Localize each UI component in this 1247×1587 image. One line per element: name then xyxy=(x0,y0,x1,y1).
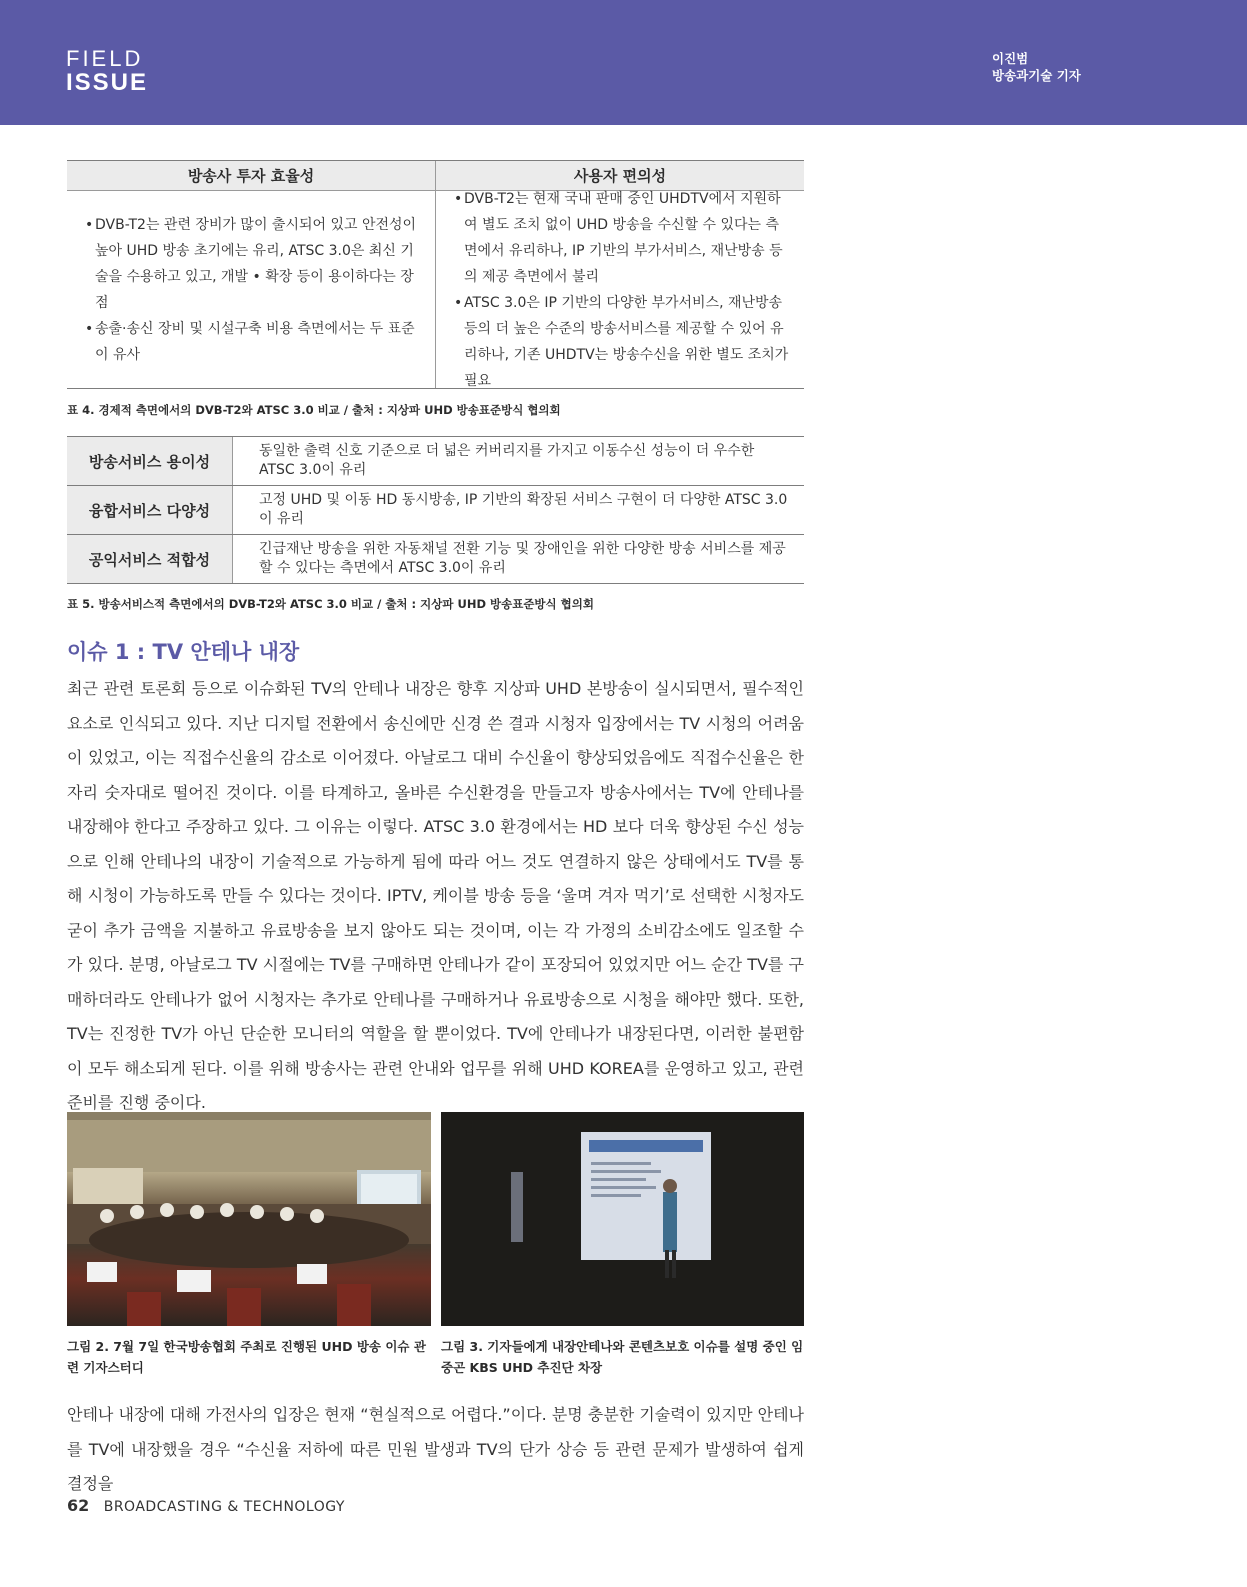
table-row xyxy=(67,437,804,486)
author-byline xyxy=(992,50,1081,84)
table4-caption: 표 4. 경제적 측면에서의 DVB-T2와 ATSC 3.0 비교 / 출처 : 지상파 UHD 방송표준방식 협의회 xyxy=(67,403,561,417)
row-value: 동일한 출력 신호 기준으로 더 넓은 커버리지를 가지고 이동수신 성능이 더 우수한 ATSC 3.0이 유리 xyxy=(259,443,755,478)
figure3-caption: 그림 3. 기자들에게 내장안테나와 콘텐츠보호 이슈를 설명 중인 임중곤 KBS UHD 추진단 차장 xyxy=(441,1339,804,1375)
column-header-investment: 방송사 투자 효율성 xyxy=(67,161,436,190)
section-logo xyxy=(66,48,148,95)
row-label: 융합서비스 다양성 xyxy=(67,486,233,534)
header-band xyxy=(0,0,1247,125)
table-cell-investment xyxy=(67,191,436,388)
list-item: • DVB-T2는 현재 국내 판매 중인 UHDTV에서 지원하여 별도 조치 없이 UHD 방송을 수신할 수 있다는 측면에서 유리하나, IP 기반의 부가서비스, 재난방송 등의 제공 측면에서 불리 xyxy=(454,190,783,285)
table5-caption: 표 5. 방송서비스적 측면에서의 DVB-T2와 ATSC 3.0 비교 / 출처 : 지상파 UHD 방송표준방식 협의회 xyxy=(67,597,594,611)
row-label: 공익서비스 적합성 xyxy=(67,535,233,583)
table-service-comparison xyxy=(67,436,804,584)
list-item: • 송출·송신 장비 및 시설구축 비용 측면에서는 두 표준이 유사 xyxy=(85,320,415,363)
page-footer xyxy=(67,1496,345,1515)
table-economic-comparison xyxy=(67,160,804,389)
logo-line-issue: ISSUE xyxy=(66,69,149,96)
logo-line-field: FIELD xyxy=(66,46,144,71)
row-label: 방송서비스 용이성 xyxy=(67,437,233,485)
list-item: • DVB-T2는 관련 장비가 많이 출시되어 있고 안전성이 높아 UHD 방송 초기에는 유리, ATSC 3.0은 최신 기술을 수용하고 있고, 개발 • 확장 등이 용이하다는 장점 xyxy=(85,216,417,311)
author-name: 이진범 xyxy=(992,51,1029,66)
publication-name: BROADCASTING & TECHNOLOGY xyxy=(103,1499,345,1515)
table-row xyxy=(67,535,804,584)
section-heading: 이슈 1 : TV 안테나 내장 xyxy=(67,640,300,664)
author-role: 방송과기술 기자 xyxy=(992,68,1081,83)
body-paragraph: 최근 관련 토론회 등으로 이슈화된 TV의 안테나 내장은 향후 지상파 UHD 본방송이 실시되면서, 필수적인 요소로 인식되고 있다. 지난 디지털 전환에서 송신에만 신경 쓴 결과 시청자 입장에서는 TV 시청의 어려움이 있었고, 이는 직접수신율의 감소로 이어졌다. 아날로그 대비 수신율이 향상되었음에도 직접수신율은 한 자리 숫자대로 떨어진 것이다. 이를 타계하고, 올바른 수신환경을 만들고자 방송사에서는 TV에 안테나를 내장해야 한다고 주장하고 있다. 그 이유는 이렇다. ATSC 3.0 환경에서는 HD 보다 더욱 향상된 수신 성능으로 인해 안테나의 내장이 기술적으로 가능하게 됨에 따라 어느 것도 연결하지 않은 상태에서도 TV를 통해 시청이 가능하도록 만들 수 있다는 것이다. IPTV, 케이블 방송 등을 ‘울며 겨자 먹기’로 선택한 시청자도 굳이 추가 금액을 지불하고 유료방송을 보지 않아도 되는 것이며, 이는 각 가정의 소비감소에도 일조할 수가 있다. 분명, 아날로그 TV 시절에는 TV를 구매하면 안테나가 같이 포장되어 있었지만 어느 순간 TV를 구매하더라도 안테나가 없어 시청자는 추가로 안테나를 구매하거나 유료방송으로 시청을 해야만 했다. 또한, TV는 진정한 TV가 아닌 단순한 모니터의 역할을 할 뿐이었다. TV에 안테나가 내장된다면, 이러한 불편함이 모두 해소되게 된다. 이를 위해 방송사는 관련 안내와 업무를 위해 UHD KOREA를 운영하고 있고, 관련 준비를 진행 중이다. xyxy=(67,679,804,1112)
column-header-convenience: 사용자 편의성 xyxy=(573,167,667,185)
page-number: 62 xyxy=(67,1496,90,1515)
table-row xyxy=(67,486,804,535)
row-value: 고정 UHD 및 이동 HD 동시방송, IP 기반의 확장된 서비스 구현이 더 다양한 ATSC 3.0이 유리 xyxy=(259,492,788,527)
table-body-row xyxy=(67,191,804,388)
table-cell-convenience xyxy=(436,191,804,388)
figure2-caption: 그림 2. 7월 7일 한국방송협회 주최로 진행된 UHD 방송 이슈 관련 기자스터디 xyxy=(67,1339,426,1375)
row-value: 긴급재난 방송을 위한 자동채널 전환 기능 및 장애인을 위한 다양한 방송 서비스를 제공할 수 있다는 측면에서 ATSC 3.0이 유리 xyxy=(259,541,786,576)
presentation-illustration xyxy=(441,1112,804,1326)
photo-press-study-meeting xyxy=(67,1112,431,1326)
list-item: • ATSC 3.0은 IP 기반의 다양한 부가서비스, 재난방송 등의 더 높은 수준의 방송서비스를 제공할 수 있어 유리하나, 기존 UHDTV는 방송수신을 위한 별도 조치가 필요 xyxy=(454,294,789,389)
meeting-room-illustration xyxy=(67,1112,431,1326)
photo-presentation-speaker xyxy=(441,1112,804,1326)
body-paragraph-continued: 안테나 내장에 대해 가전사의 입장은 현재 “현실적으로 어렵다.”이다. 분명 충분한 기술력이 있지만 안테나를 TV에 내장했을 경우 “수신율 저하에 따른 민원 발생과 TV의 단가 상승 등 관련 문제가 발생하여 쉽게 결정을 xyxy=(67,1405,804,1493)
